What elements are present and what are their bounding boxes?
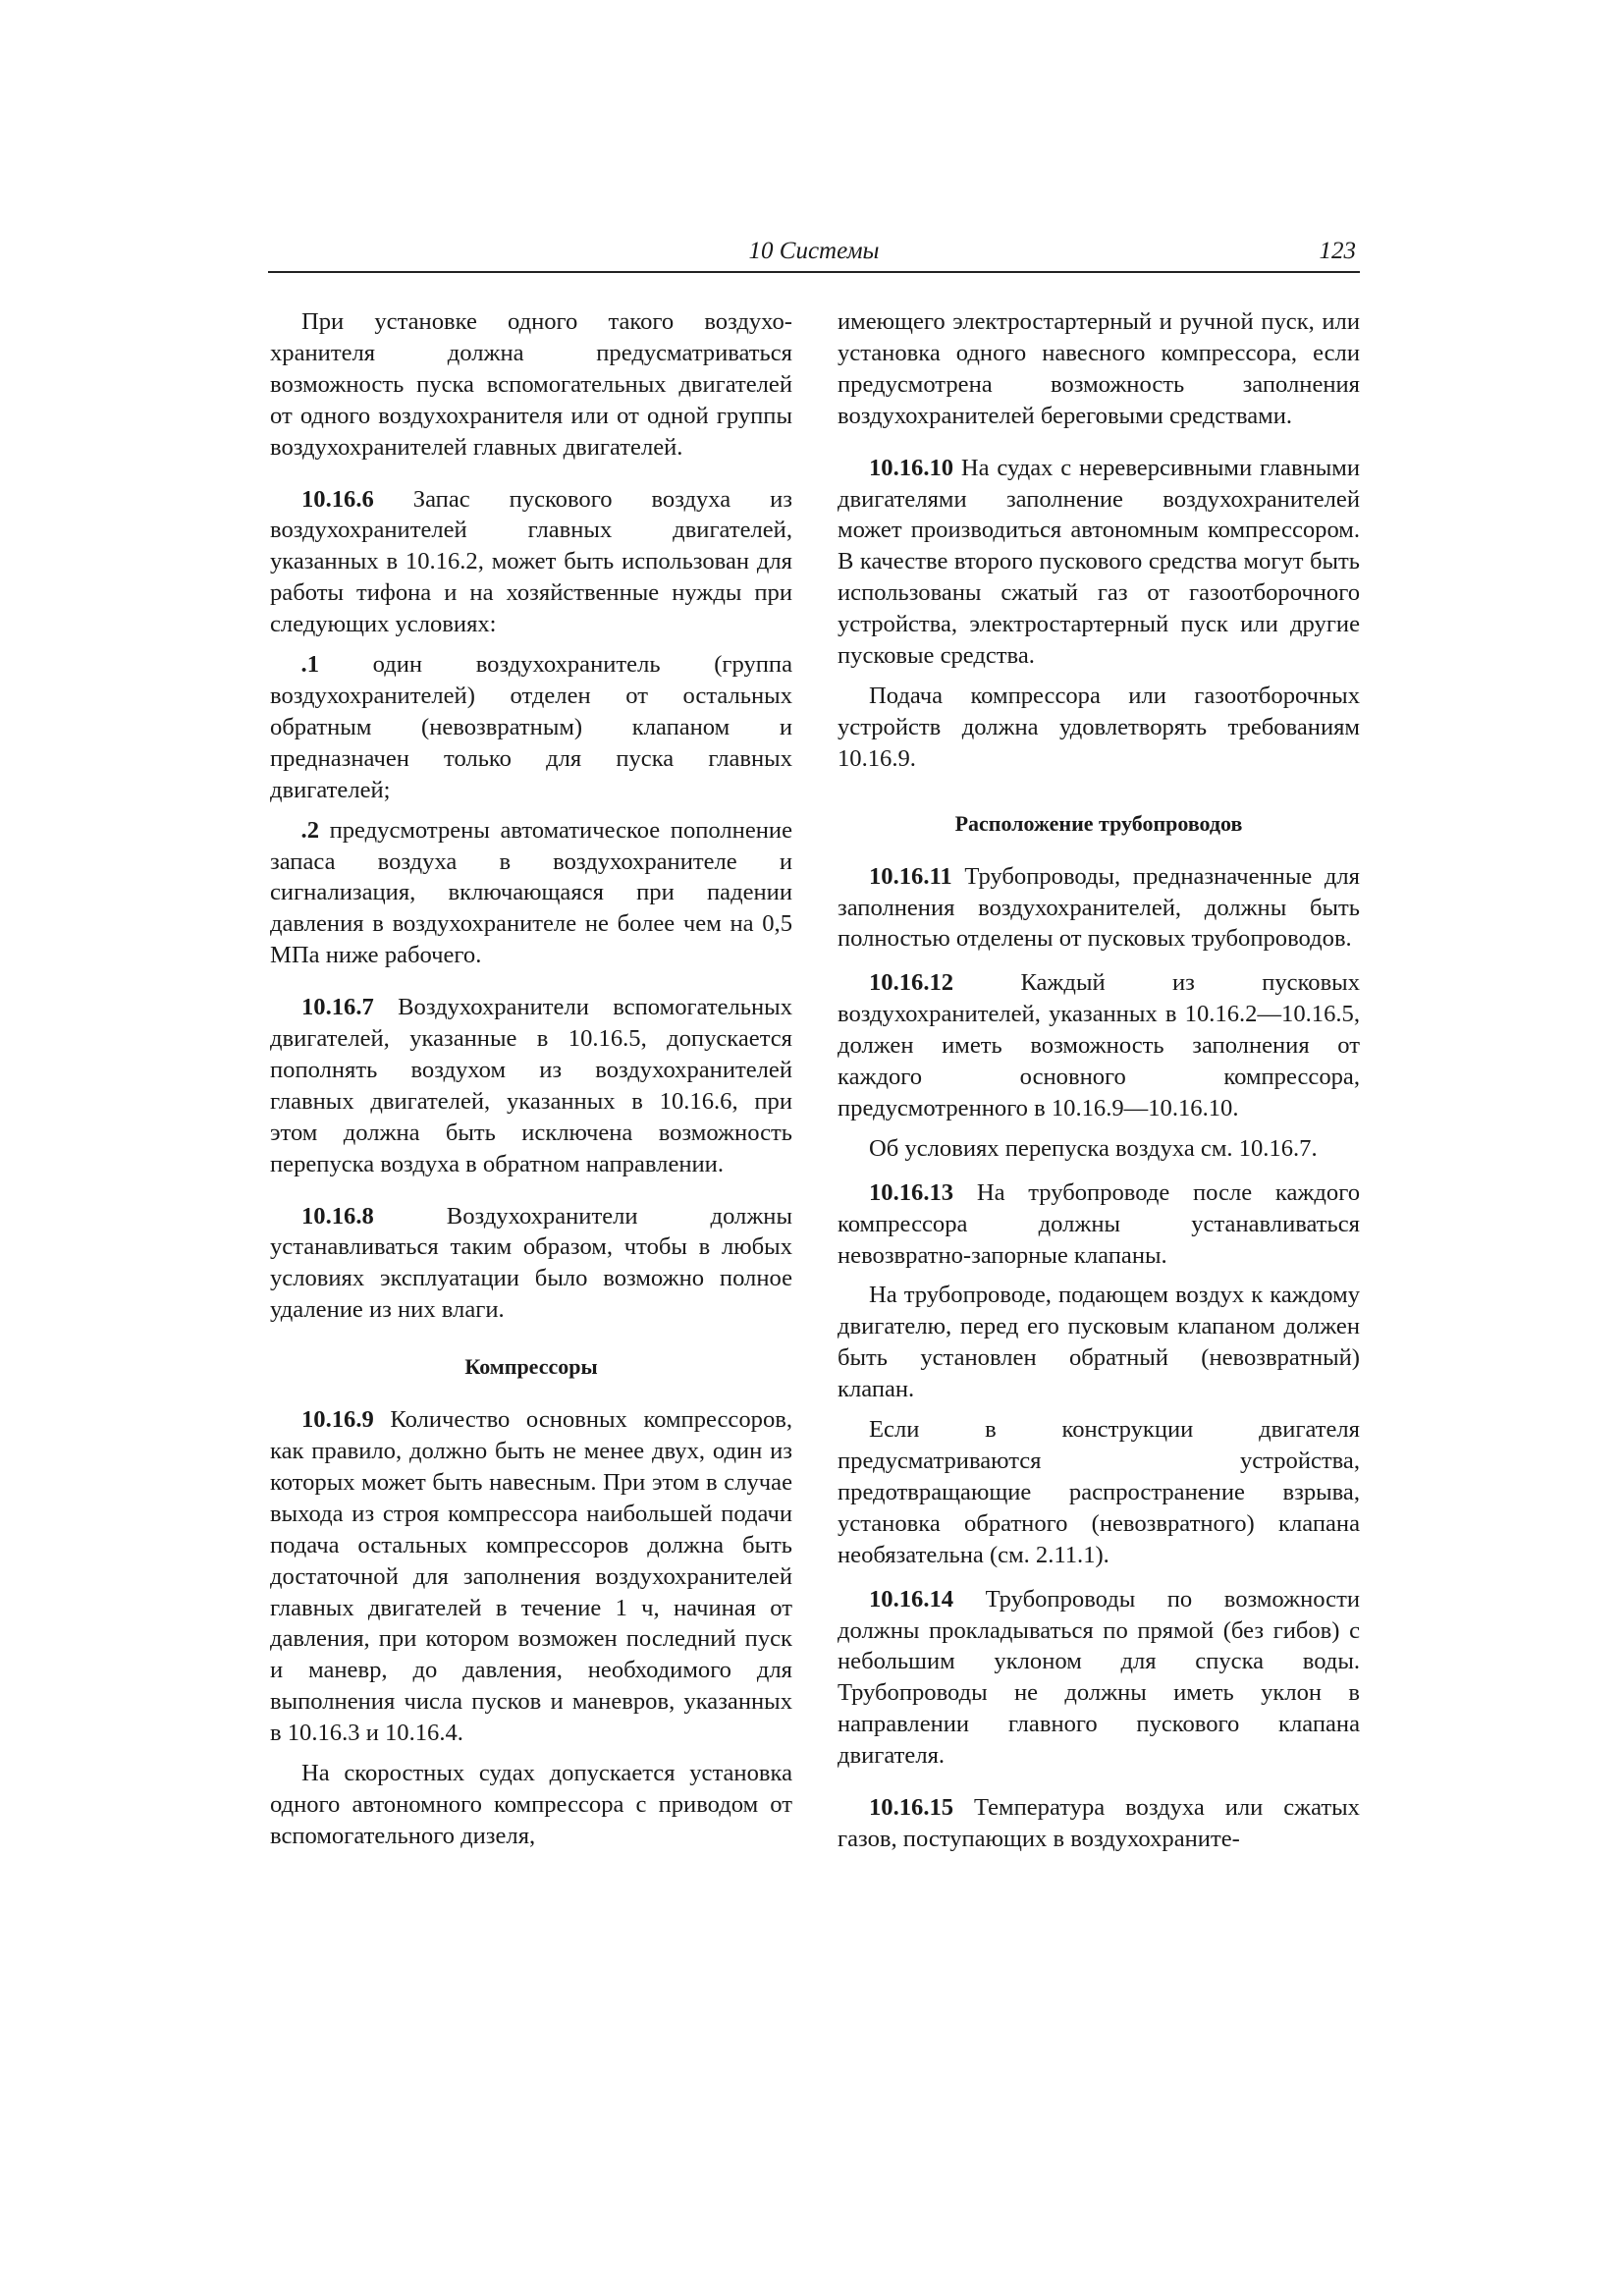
left-column (270, 306, 792, 1861)
section-heading-pipes: Расположение трубопроводов (954, 810, 1243, 836)
paragraph-continuation: имеющего электростартерный и ручной пуск, или установка одного навесного компрессора, если предусмотрена возможность заполнения воздухохранителей береговыми средствами. (838, 308, 1360, 429)
item-text: предусмотрены автоматическое пополнение запаса воздуха в воздухохранителе и сигнализация, включающаяся при падении давления в воздухохранителе не более чем на 0,5 МПа ниже рабочего. (270, 816, 792, 969)
clause-10-16-14 (838, 1584, 1360, 1772)
running-header (268, 236, 1360, 273)
clause-number: 10.16.12 (869, 969, 954, 997)
clause-number: 10.16.7 (301, 994, 374, 1021)
section-heading-compressors: Компрессоры (464, 1354, 598, 1380)
chapter-title: 10 Системы (748, 238, 880, 264)
paragraph: Подача компрессора или газоотборочных устройств должна удовлетворять требованиям 10.16.9. (838, 682, 1360, 772)
clause-10-16-12 (838, 967, 1360, 1124)
item-marker: .2 (300, 816, 319, 844)
clause-10-16-8 (270, 1201, 792, 1327)
clause-text: На судах с нереверсивными главными двигателями заполнение воздухохранителей может производиться автономным компрессором. В качестве второго пускового средства могут быть использованы сжатый газ от газоотборочного устройства, электростартерный пуск или другие пусковые средства. (838, 454, 1360, 670)
clause-text: Каждый из пусковых воздухохранителей, указанных в 10.16.2—10.16.5, должен иметь возможность заполнения от каждого основного компрессора, предусмотренного в 10.16.9—10.16.10. (838, 969, 1360, 1121)
clause-text: Воздухохранители вспомогательных двигателей, указанные в 10.16.5, допускается пополнять воздухом из воздухохранителей главных двигателей, указанных в 10.16.6, при этом должна быть исключена возможность перепуска воздуха в обратном направлении. (270, 994, 792, 1177)
paragraph (270, 306, 792, 464)
clause-10-16-7 (270, 992, 792, 1179)
clause-number: 10.16.11 (869, 862, 952, 890)
clause-number: 10.16.6 (301, 485, 374, 513)
clause-number: 10.16.13 (869, 1178, 954, 1206)
clause-number: 10.16.9 (301, 1406, 374, 1434)
list-item (270, 815, 792, 972)
clause-text: Количество основных компрессоров, как правило, должно быть не менее двух, один из которых может быть навесным. При этом в случае выхода из строя компрессора наибольшей подачи подача остальных компрессоров должна быть достаточной для заполнения воздухохранителей главных двигателей в течение 1 ч, начиная от давления, при котором возможен последний пуск и маневр, до давления, необходимого для выполнения числа пусков и маневров, указанных в 10.16.3 и 10.16.4. (270, 1406, 793, 1747)
clause-number: 10.16.15 (869, 1794, 954, 1822)
clause-number: 10.16.14 (869, 1585, 954, 1613)
clause-text: Трубопроводы по возможности должны прокладываться по прямой (без гибов) с небольшим уклоном для спуска воды. Трубопроводы не должны иметь уклон в направлении главного пускового клапана двигателя. (838, 1585, 1360, 1770)
clause-text: Температура воздуха или сжатых газов, поступающих в воздухохраните- (838, 1794, 1360, 1852)
clause-10-16-10 (838, 453, 1360, 672)
clause-text: Трубопроводы, предназначенные для заполнения воздухохранителей, должны быть полностью отделены от пусковых трубопроводов. (838, 862, 1360, 953)
clause-10-16-13 (838, 1177, 1360, 1272)
clause-10-16-6 (270, 484, 792, 641)
list-item (270, 649, 792, 806)
item-text: один воздухохранитель (группа воздухохранителей) отделен от остальных обратным (невозвратным) клапаном и предназначен только для пуска главных двигателей; (270, 651, 793, 803)
paragraph-lead: При установке одного такого воздухо- (301, 308, 792, 335)
paragraph-text: хранителя должна предусматриваться возможность пуска вспомогательных двигателей от одного воздухохранителя или от одной группы воздухохранителей главных двигателей. (270, 339, 792, 461)
clause-10-16-9 (270, 1404, 792, 1749)
clause-text: Запас пускового воздуха из воздухохранителей главных двигателей, указанных в 10.16.2, может быть использован для работы тифона и на хозяйственные нужды при следующих условиях: (270, 485, 792, 638)
clause-text: На трубопроводе после каждого компрессора должны устанавливаться невозвратно-запорные клапаны. (838, 1178, 1360, 1269)
page-number: 123 (1319, 238, 1356, 264)
clause-number: 10.16.8 (301, 1202, 374, 1230)
item-marker: .1 (300, 651, 319, 679)
clause-10-16-11 (838, 861, 1360, 956)
clause-text: Воздухохранители должны устанавливаться таким образом, чтобы в любых условиях эксплуатации было возможно полное удаление из них влаги. (270, 1202, 792, 1324)
paragraph: Если в конструкции двигателя предусматриваются устройства, предотвращающие распространение взрыва, установка обратного (невозвратного) клапана необязательна (см. 2.11.1). (838, 1416, 1360, 1568)
clause-10-16-15 (838, 1792, 1360, 1855)
paragraph: Об условиях перепуска воздуха см. 10.16.7. (869, 1134, 1318, 1162)
right-column (838, 306, 1360, 1864)
clause-number: 10.16.10 (869, 454, 954, 481)
paragraph: На трубопроводе, подающем воздух к каждому двигателю, перед его пусковым клапаном должен быть установлен обратный (невозвратный) клапан. (838, 1282, 1360, 1403)
paragraph: На скоростных судах допускается установка одного автономного компрессора с приводом от вспомогательного дизеля, (270, 1760, 792, 1849)
